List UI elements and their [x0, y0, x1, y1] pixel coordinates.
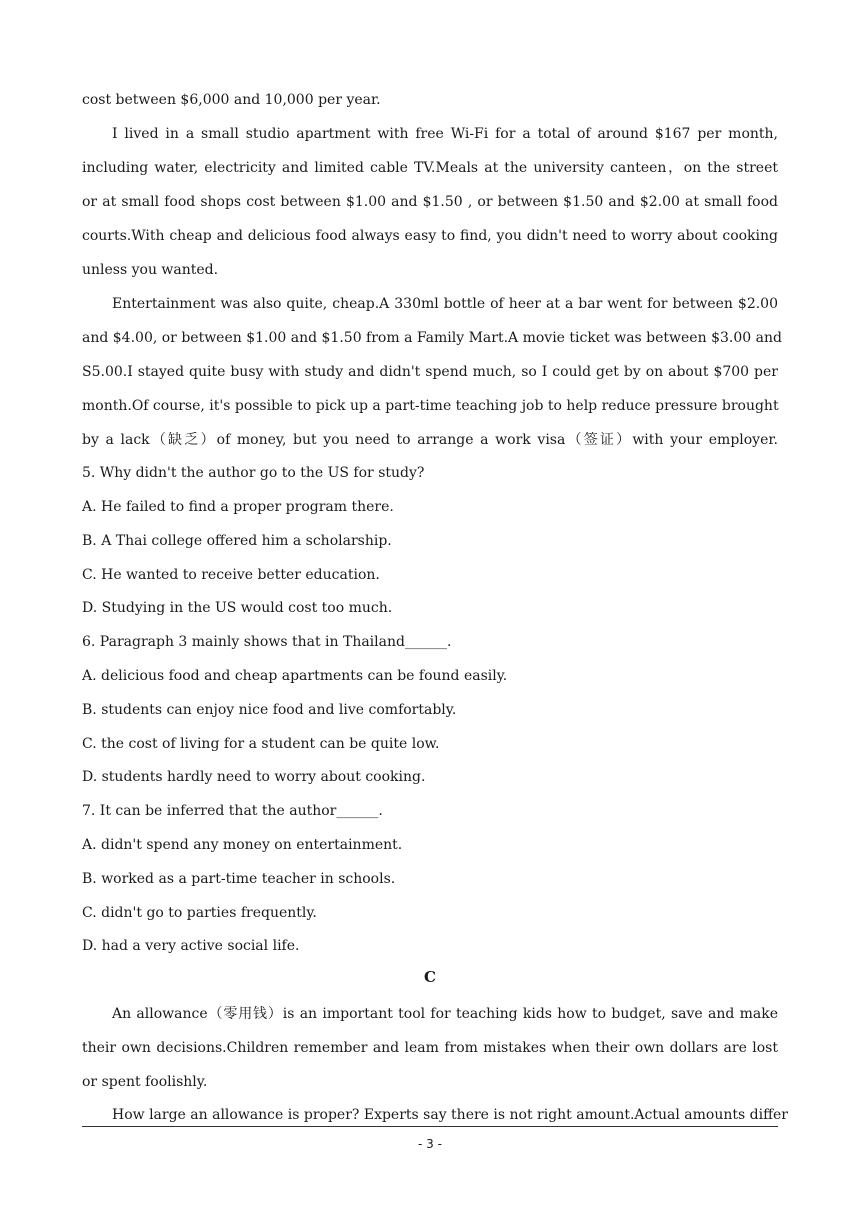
- question-option: B. students can enjoy nice food and live comfortably.: [82, 702, 457, 718]
- paragraph-line: their own decisions.Children remember and leam from mistakes when their own dollars are lost: [82, 1040, 778, 1056]
- paragraph-line: cost between $6,000 and 10,000 per year.: [82, 92, 381, 108]
- question-option: C. the cost of living for a student can be quite low.: [82, 736, 440, 752]
- paragraph-line: An allowance（零用钱）is an important tool for teaching kids how to budget, save and make: [112, 1006, 778, 1022]
- paragraph-line: unless you wanted.: [82, 262, 219, 278]
- paragraph-line: month.Of course, it's possible to pick up a part-time teaching job to help reduce pressure brought: [82, 398, 779, 414]
- section-heading: C: [424, 968, 436, 986]
- question-stem: 5. Why didn't the author go to the US for study?: [82, 465, 425, 481]
- question-stem: 6. Paragraph 3 mainly shows that in Thailand______.: [82, 634, 452, 650]
- question-option: C. He wanted to receive better education.: [82, 567, 380, 583]
- paragraph-line: S5.00.I stayed quite busy with study and didn't spend much, so I could get by on about $700 per: [82, 364, 778, 380]
- question-option: D. had a very active social life.: [82, 938, 300, 954]
- question-option: B. worked as a part-time teacher in schools.: [82, 871, 396, 887]
- question-option: A. didn't spend any money on entertainment.: [82, 837, 403, 853]
- paragraph-line: by a lack（缺乏）of money, but you need to arrange a work visa（签证）with your employer.: [82, 432, 778, 448]
- page-number: - 3 -: [418, 1137, 442, 1151]
- question-option: D. students hardly need to worry about cooking.: [82, 769, 426, 785]
- question-option: A. He failed to find a proper program there.: [82, 499, 394, 515]
- paragraph-line: and $4.00, or between $1.00 and $1.50 from a Family Mart.A movie ticket was between $3.00 and: [82, 330, 782, 346]
- paragraph-line: courts.With cheap and delicious food always easy to find, you didn't need to worry about cooking: [82, 228, 778, 244]
- question-option: A. delicious food and cheap apartments can be found easily.: [82, 668, 508, 684]
- question-stem: 7. It can be inferred that the author______.: [82, 803, 383, 819]
- question-option: D. Studying in the US would cost too much.: [82, 600, 393, 616]
- paragraph-line: including water, electricity and limited cable TV.Meals at the university canteen，on the street: [82, 160, 778, 176]
- question-option: B. A Thai college offered him a scholarship.: [82, 533, 392, 549]
- footer-divider: [82, 1126, 778, 1127]
- paragraph-line: or at small food shops cost between $1.00 and $1.50 , or between $1.50 and $2.00 at small food: [82, 194, 778, 210]
- question-option: C. didn't go to parties frequently.: [82, 905, 317, 921]
- paragraph-line: or spent foolishly.: [82, 1074, 208, 1090]
- paragraph-line: How large an allowance is proper? Experts say there is not right amount.Actual amounts differ: [112, 1107, 788, 1123]
- paragraph-line: I lived in a small studio apartment with free Wi-Fi for a total of around $167 per month,: [112, 126, 778, 142]
- paragraph-line: Entertainment was also quite, cheap.A 330ml bottle of heer at a bar went for between $2.00: [112, 296, 778, 312]
